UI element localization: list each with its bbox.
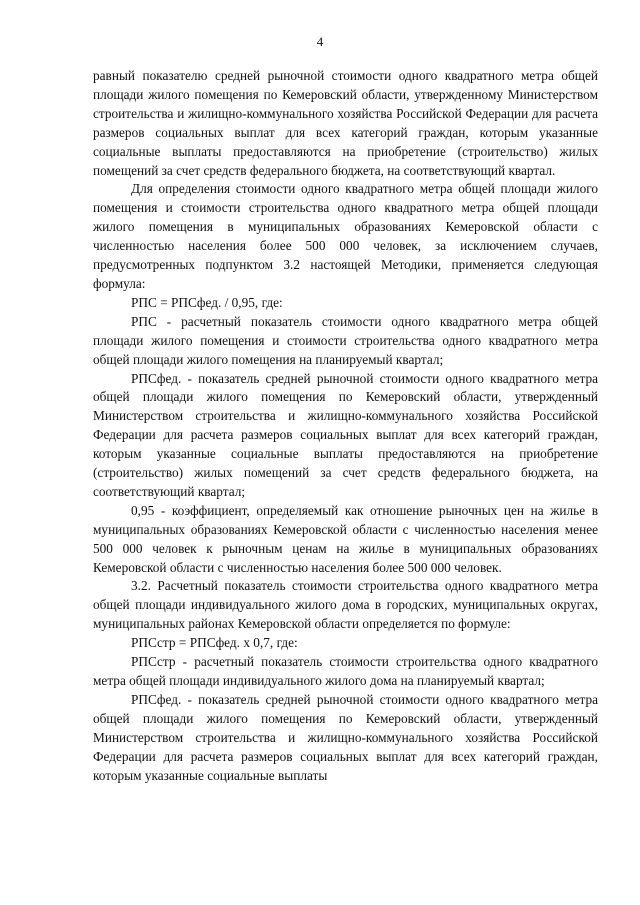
definition-rpsstr: РПСстр - расчетный показатель стоимости строительства одного квадратного метра общей площади индивидуального жилого дома на планируемый квартал; [93, 654, 598, 688]
definition-rpsfed-2: РПСфед. - показатель средней рыночной стоимости одного квадратного метра общей площади жилого помещения по Кемеровский области, утвержденный Министерством строительства и жилищно-коммунального хозяйства Российской Федерации для расчета размеров социальных выплат для всех категорий граждан, которым указанные социальные выплаты [93, 691, 598, 783]
paragraph-formula-intro: Для определения стоимости одного квадратного метра общей площади жилого помещения и стоимости строительства одного квадратного метра общей площади жилого помещения в муниципальных образованиях Кемеровской области с численностью населения более 500 000 человек, за исключением случаев, предусмотренных подпунктом 3.2 настоящей Методики, применяется следующая формула: [93, 181, 598, 291]
definition-rpsfed: РПСфед. - показатель средней рыночной стоимости одного квадратного метра общей площади жилого помещения по Кемеровский области, утвержденный Министерством строительства и жилищно-коммунального хозяйства Российской Федерации для расчета размеров социальных выплат для всех категорий граждан, которым указанные социальные выплаты предоставляются на приобретение (строительство) жилых помещений за счет средств федерального бюджета, на соответствующий квартал; [93, 370, 598, 499]
section-3-2: 3.2. Расчетный показатель стоимости строительства одного квадратного метра общей площади индивидуального жилого дома в городских, муниципальных округах, муниципальных районах Кемеровской области определяется по формуле: [93, 578, 598, 632]
formula-rps: РПС = РПСфед. / 0,95, где: [131, 294, 283, 310]
page-number: 4 [316, 34, 324, 49]
definition-rps: РПС - расчетный показатель стоимости одного квадратного метра общей площади жилого помещения и стоимости строительства одного квадратного метра общей площади жилого помещения на планируемый квартал; [93, 313, 598, 367]
paragraph-continuation: равный показателю средней рыночной стоимости одного квадратного метра общей площади жилого помещения по Кемеровский области, утвержденному Министерством строительства и жилищно-коммунального хозяйства Российской Федерации для расчета размеров социальных выплат для всех категорий граждан, которым указанные социальные выплаты предоставляются на приобретение (строительство) жилых помещений за счет средств федерального бюджета, на соответствующий квартал. [93, 68, 598, 178]
document-body [93, 67, 598, 785]
formula-rpsstr: РПСстр = РПСфед. x 0,7, где: [131, 635, 298, 651]
definition-coefficient: 0,95 - коэффициент, определяемый как отношение рыночных цен на жилье в муниципальных образованиях Кемеровской области с численностью населения менее 500 000 человек к рыночным ценам на жилье в муниципальных образованиях Кемеровской области с численностью населения более 500 000 человек. [93, 502, 598, 575]
